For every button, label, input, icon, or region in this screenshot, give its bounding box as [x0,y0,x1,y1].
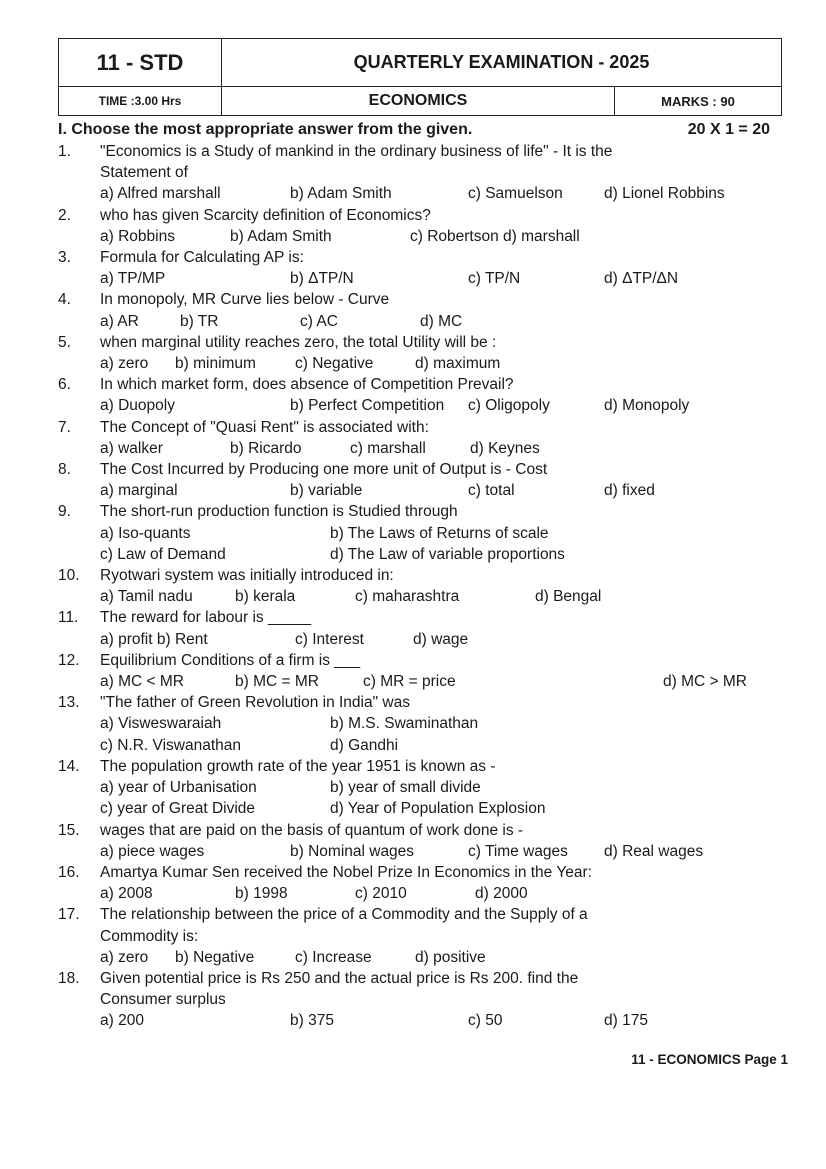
question-text: Statement of [100,164,188,182]
answer-option: a) TP/MP [100,270,166,288]
question-number: 13. [58,694,80,712]
question-item [58,141,770,205]
time-label: TIME :3.00 Hrs [59,87,222,115]
question-item [58,374,770,416]
question-text: Formula for Calculating AP is: [100,249,304,267]
answer-option: a) Robbins [100,227,175,245]
question-item [58,289,770,331]
answer-option: d) wage [413,630,469,648]
option-row [100,883,770,904]
subject-title: ECONOMICS [222,87,615,115]
question-number: 3. [58,249,71,267]
answer-option: b) M.S. Swaminathan [330,715,479,733]
question-number: 8. [58,461,71,479]
question-text: Commodity is: [100,927,199,945]
question-text: wages that are paid on the basis of quantum of work done is - [100,821,524,839]
question-item [58,968,770,1032]
section-title: I. Choose the most appropriate answer from the given. [58,121,473,138]
option-row [100,395,770,416]
answer-option: a) profit b) Rent [100,630,208,648]
option-row [100,544,770,565]
answer-option: d) Keynes [470,439,540,457]
question-text: when marginal utility reaches zero, the total Utility will be : [100,333,497,351]
answer-option: a) Tamil nadu [100,588,193,606]
option-row [100,353,770,374]
answer-option: d) 175 [604,1012,648,1030]
question-text: In which market form, does absence of Competition Prevail? [100,376,514,394]
question-number: 11. [58,609,79,627]
answer-option: a) Iso-quants [100,524,191,542]
answer-option: d) MC > MR [663,673,747,691]
section-heading [58,120,770,140]
question-text: The relationship between the price of a Commodity and the Supply of a [100,906,588,924]
option-row [100,268,770,289]
question-item [58,862,770,904]
answer-option: d) ΔTP/ΔN [604,270,679,288]
option-row [100,777,770,798]
answer-option: c) year of Great Divide [100,800,256,818]
question-text: Given potential price is Rs 250 and the actual price is Rs 200. find the [100,969,579,987]
question-item [58,459,770,501]
option-row [100,586,770,607]
answer-option: c) TP/N [468,270,521,288]
question-number: 12. [58,651,80,669]
option-row [100,798,770,819]
question-list [58,141,770,1032]
answer-option: b) Negative [175,948,255,966]
question-text: Ryotwari system was initially introduced in: [100,567,394,585]
answer-option: c) Negative [295,355,374,373]
standard-label: 11 - STD [59,39,222,87]
answer-option: d) positive [415,948,486,966]
answer-option: c) Time wages [468,842,568,860]
question-text: In monopoly, MR Curve lies below - Curve [100,291,390,309]
answer-option: b) year of small divide [330,779,481,797]
question-item [58,607,770,649]
answer-option: c) Law of Demand [100,545,226,563]
answer-option: c) Increase [295,948,372,966]
answer-option: b) TR [180,312,219,330]
question-item [58,205,770,247]
answer-option: d) Year of Population Explosion [330,800,546,818]
section-score: 20 X 1 = 20 [687,121,770,138]
answer-option: d) Lionel Robbins [604,185,725,203]
answer-option: c) MR = price [363,673,456,691]
page-footer: 11 - ECONOMICS Page 1 [631,1052,788,1067]
answer-option: a) marginal [100,482,178,500]
option-row [100,947,770,968]
option-row [100,226,770,247]
answer-option: d) Real wages [604,842,704,860]
question-item [58,417,770,459]
answer-option: a) zero [100,355,149,373]
question-number: 10. [58,567,80,585]
question-text: who has given Scarcity definition of Economics? [100,206,431,224]
answer-option: c) AC [300,312,338,330]
question-text: Equilibrium Conditions of a firm is ___ [100,651,361,669]
option-row [100,841,770,862]
question-number: 17. [58,906,80,924]
question-number: 14. [58,757,80,775]
answer-option: a) year of Urbanisation [100,779,257,797]
answer-option: b) The Laws of Returns of scale [330,524,549,542]
question-text: "Economics is a Study of mankind in the ordinary business of life" - It is the [100,143,613,160]
answer-option: c) Samuelson [468,185,563,203]
answer-option: c) 2010 [355,885,407,903]
answer-option: b) 375 [290,1012,334,1030]
answer-option: b) MC = MR [235,673,319,691]
option-row [100,629,770,650]
question-number: 7. [58,418,71,436]
answer-option: a) AR [100,312,139,330]
answer-option: b) minimum [175,355,256,373]
answer-option: d) Bengal [535,588,602,606]
answer-option: d) 2000 [475,885,528,903]
option-row [100,713,770,734]
answer-option: b) variable [290,482,363,500]
answer-option: c) maharashtra [355,588,460,606]
option-row [100,523,770,544]
question-text: Amartya Kumar Sen received the Nobel Prize In Economics in the Year: [100,863,592,881]
answer-option: c) Robertson d) marshall [410,227,580,245]
answer-option: b) 1998 [235,885,288,903]
option-row [100,183,770,204]
answer-option: d) Monopoly [604,397,690,415]
answer-option: c) total [468,482,515,500]
answer-option: a) MC < MR [100,673,184,691]
question-text: The Concept of "Quasi Rent" is associated with: [100,418,429,436]
question-number: 16. [58,863,80,881]
question-number: 5. [58,333,71,351]
question-number: 9. [58,503,71,521]
question-item [58,692,770,756]
option-row [100,671,770,692]
question-text: The short-run production function is Studied through [100,503,458,521]
question-text: The population growth rate of the year 1951 is known as - [100,757,496,775]
option-row [100,438,770,459]
question-number: 18. [58,969,80,987]
answer-option: c) 50 [468,1012,503,1030]
question-text: The reward for labour is _____ [100,609,312,627]
answer-option: a) zero [100,948,149,966]
option-row [100,480,770,501]
answer-option: d) fixed [604,482,655,500]
option-row [100,735,770,756]
answer-option: c) Oligopoly [468,397,550,415]
answer-option: a) 2008 [100,885,153,903]
question-number: 15. [58,821,80,839]
question-text: "The father of Green Revolution in India" was [100,694,410,712]
exam-header [58,38,782,116]
answer-option: b) Ricardo [230,439,302,457]
answer-option: a) 200 [100,1012,144,1030]
question-number: 1. [58,143,71,160]
question-text: The Cost Incurred by Producing one more unit of Output is - Cost [100,461,548,479]
exam-title: QUARTERLY EXAMINATION - 2025 [222,39,781,87]
question-item [58,904,770,968]
question-item [58,332,770,374]
option-row [100,1010,770,1031]
answer-option: b) ΔTP/N [290,270,354,288]
answer-option: d) The Law of variable proportions [330,545,565,563]
answer-option: c) N.R. Viswanathan [100,736,241,754]
answer-option: d) Gandhi [330,736,399,754]
question-number: 2. [58,206,71,224]
option-row [100,311,770,332]
marks-label: MARKS : 90 [661,93,735,109]
answer-option: c) Interest [295,630,364,648]
question-text: Consumer surplus [100,991,226,1009]
question-number: 4. [58,291,71,309]
question-item [58,501,770,565]
answer-option: a) walker [100,439,163,457]
answer-option: d) MC [420,312,463,330]
answer-option: b) Nominal wages [290,842,415,860]
question-number: 6. [58,376,71,394]
answer-option: a) Duopoly [100,397,175,415]
answer-option: d) maximum [415,355,501,373]
question-item [58,756,770,820]
answer-option: b) Adam Smith [230,227,332,245]
question-item [58,247,770,289]
answer-option: a) Visweswaraiah [100,715,222,733]
answer-option: b) Perfect Competition [290,397,445,415]
answer-option: a) piece wages [100,842,205,860]
answer-option: b) kerala [235,588,296,606]
question-item [58,650,770,692]
answer-option: b) Adam Smith [290,185,392,203]
answer-option: c) marshall [350,439,426,457]
question-item [58,820,770,862]
question-item [58,565,770,607]
answer-option: a) Alfred marshall [100,185,221,203]
